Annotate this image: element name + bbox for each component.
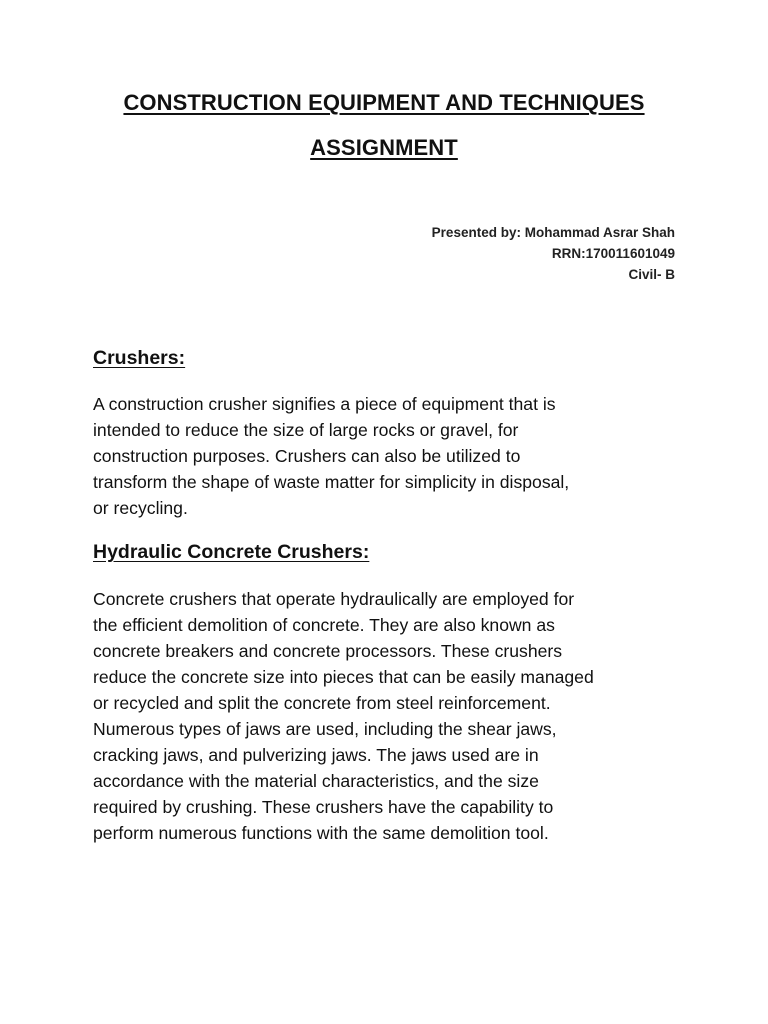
section-heading-hydraulic-crushers: Hydraulic Concrete Crushers:: [93, 541, 370, 563]
paragraph-line: transform the shape of waste matter for simplicity in disposal,: [93, 472, 570, 492]
paragraph-line: concrete breakers and concrete processors. These crushers: [93, 641, 563, 661]
paragraph-line: Concrete crushers that operate hydraulically are employed for: [93, 589, 575, 609]
paragraph-line: reduce the concrete size into pieces that can be easily managed: [93, 667, 594, 687]
paragraph-line: construction purposes. Crushers can also be utilized to: [93, 446, 521, 466]
section-paragraph-crushers: [93, 391, 683, 521]
rrn-number: RRN:170011601049: [551, 246, 675, 261]
document-title: CONSTRUCTION EQUIPMENT AND TECHNIQUES: [123, 90, 645, 115]
paragraph-line: accordance with the material characteristics, and the size: [93, 771, 539, 791]
section-heading-crushers: Crushers:: [93, 347, 186, 369]
document-subtitle: ASSIGNMENT: [310, 135, 458, 160]
paragraph-line: or recycled and split the concrete from steel reinforcement.: [93, 693, 551, 713]
section-paragraph-hydraulic-crushers: [93, 586, 683, 846]
paragraph-line: Numerous types of jaws are used, including the shear jaws,: [93, 719, 557, 739]
class-section: Civil- B: [628, 267, 675, 282]
paragraph-line: intended to reduce the size of large rocks or gravel, for: [93, 420, 519, 440]
paragraph-line: the efficient demolition of concrete. They are also known as: [93, 615, 555, 635]
paragraph-line: cracking jaws, and pulverizing jaws. The jaws used are in: [93, 745, 539, 765]
paragraph-line: A construction crusher signifies a piece of equipment that is: [93, 394, 556, 414]
paragraph-line: perform numerous functions with the same demolition tool.: [93, 823, 549, 843]
presenter-name: Presented by: Mohammad Asrar Shah: [431, 225, 675, 240]
paragraph-line: required by crushing. These crushers have the capability to: [93, 797, 554, 817]
paragraph-line: or recycling.: [93, 498, 188, 518]
